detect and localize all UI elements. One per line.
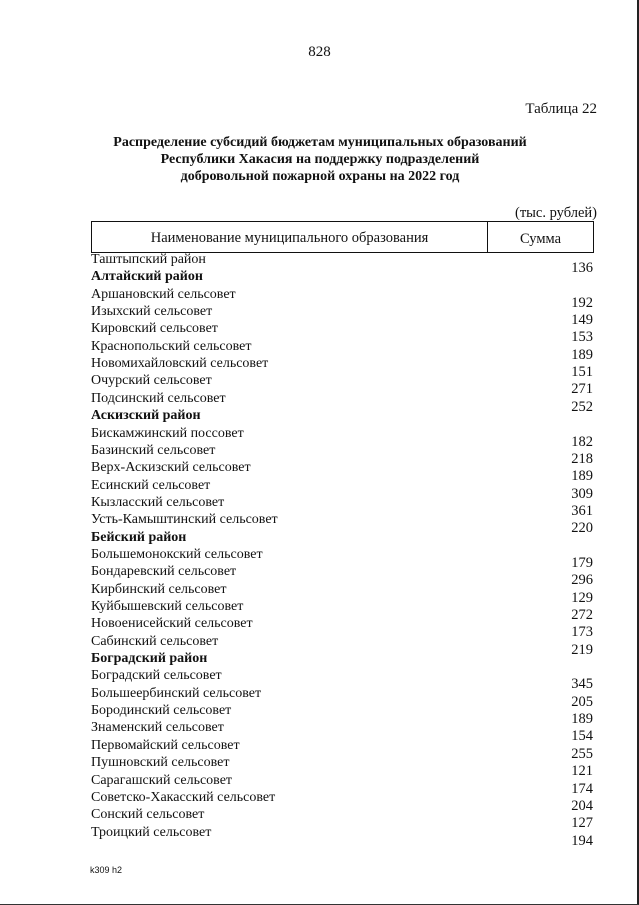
subsidy-amount: 204 [571, 797, 593, 814]
subsidy-amount: 220 [571, 520, 593, 537]
municipality-name: Есинский сельсовет [91, 477, 211, 493]
district-name: Аскизский район [91, 408, 201, 424]
municipality-name: Новомихайловский сельсовет [91, 356, 269, 372]
subsidy-amount: 151 [571, 364, 593, 381]
table-row [0, 581, 639, 606]
title-line-3: добровольной пожарной охраны на 2022 год [180, 169, 460, 184]
footer-code: k309 h2 [90, 865, 123, 875]
subsidy-amount: 192 [571, 294, 593, 311]
subsidy-amount: 309 [571, 485, 593, 502]
municipality-name: Кызласский сельсовет [91, 494, 225, 510]
subsidy-amount: 179 [571, 554, 593, 571]
subsidy-amount: 189 [571, 468, 593, 485]
municipality-name: Советско-Хакасский сельсовет [91, 789, 276, 805]
district-row [0, 407, 639, 424]
subsidy-amount: 345 [571, 676, 593, 693]
municipality-name: Большеербинский сельсовет [91, 685, 262, 701]
title-line-2: Республики Хакасия на поддержку подразделений [160, 152, 480, 167]
municipality-name: Усть-Камыштинский сельсовет [91, 512, 278, 528]
municipality-name: Бискамжинский поссовет [91, 425, 244, 441]
document-title [60, 134, 580, 185]
municipality-name: Очурский сельсовет [91, 373, 212, 389]
municipality-name: Знаменский сельсовет [91, 720, 224, 736]
district-row [0, 268, 639, 285]
subsidy-amount: 218 [571, 450, 593, 467]
table-row [0, 338, 639, 363]
table-row [0, 390, 639, 415]
municipality-name: Новоенисейский сельсовет [91, 616, 253, 632]
municipality-name: Бондаревский сельсовет [91, 564, 237, 580]
subsidy-amount: 173 [571, 624, 593, 641]
municipality-name: Верх-Аскизский сельсовет [91, 460, 251, 476]
subsidy-amount: 255 [571, 745, 593, 762]
municipality-name: Большемонокский сельсовет [91, 546, 263, 562]
units-label: (тыс. рублей) [515, 205, 597, 221]
subsidy-amount: 121 [571, 763, 593, 780]
district-row [0, 529, 639, 546]
subsidy-amount: 174 [571, 780, 593, 797]
district-name: Боградский район [91, 651, 208, 667]
municipality-name: Аршановский сельсовет [91, 286, 236, 302]
subsidy-amount: 194 [571, 832, 593, 849]
table-row [0, 286, 639, 311]
municipality-name: Кирбинский сельсовет [91, 581, 227, 597]
municipality-name: Сарагашский сельсовет [91, 772, 233, 788]
municipality-name: Таштыпский район [91, 252, 206, 267]
municipality-name: Сабинский сельсовет [91, 633, 219, 649]
district-name: Алтайский район [91, 269, 203, 285]
table-label: Таблица 22 [525, 101, 597, 117]
table-row [0, 598, 639, 623]
table-row [0, 633, 639, 658]
municipality-name: Изыхский сельсовет [91, 304, 213, 320]
table-header [91, 221, 594, 253]
municipality-name: Сонский сельсовет [91, 807, 205, 823]
subsidy-amount: 219 [571, 641, 593, 658]
subsidy-amount: 153 [571, 329, 593, 346]
subsidy-amount: 252 [571, 398, 593, 415]
column-header-sum: Сумма [519, 231, 562, 247]
district-name: Бейский район [91, 529, 187, 545]
table-row [0, 442, 639, 467]
subsidy-amount: 129 [571, 589, 593, 606]
table-row [0, 789, 639, 814]
table-row [0, 824, 639, 849]
municipality-name: Базинский сельсовет [91, 442, 216, 458]
table-row [0, 251, 639, 276]
subsidy-amount: 189 [571, 711, 593, 728]
page-number: 828 [308, 44, 331, 60]
table-row [0, 546, 639, 571]
table-row [0, 685, 639, 710]
subsidy-amount: 182 [571, 433, 593, 450]
subsidy-amount: 296 [571, 572, 593, 589]
subsidy-amount: 127 [571, 815, 593, 832]
subsidy-amount: 154 [571, 728, 593, 745]
subsidy-amount: 136 [571, 260, 593, 276]
municipality-name: Пушновский сельсовет [91, 755, 230, 771]
subsidy-amount: 272 [571, 607, 593, 623]
subsidy-amount: 361 [571, 502, 593, 519]
subsidy-amount: 149 [571, 312, 593, 329]
subsidy-amount: 205 [571, 693, 593, 710]
municipality-name: Кировский сельсовет [91, 321, 218, 337]
municipality-name: Подсинский сельсовет [91, 390, 226, 406]
title-line-1: Распределение субсидий бюджетам муниципальных образований [113, 135, 527, 150]
municipality-name: Первомайский сельсовет [91, 737, 240, 753]
subsidy-amount: 271 [571, 381, 593, 398]
subsidy-amount: 189 [571, 346, 593, 363]
table-row [0, 737, 639, 762]
table-row [0, 494, 639, 519]
municipality-name: Куйбышевский сельсовет [91, 599, 244, 614]
municipality-name: Бородинский сельсовет [91, 703, 232, 719]
column-header-name: Наименование муниципального образования [92, 222, 488, 252]
district-row [0, 650, 639, 667]
municipality-name: Троицкий сельсовет [91, 824, 212, 840]
municipality-name: Боградский сельсовет [91, 668, 222, 684]
municipality-name: Краснопольский сельсовет [91, 338, 252, 354]
